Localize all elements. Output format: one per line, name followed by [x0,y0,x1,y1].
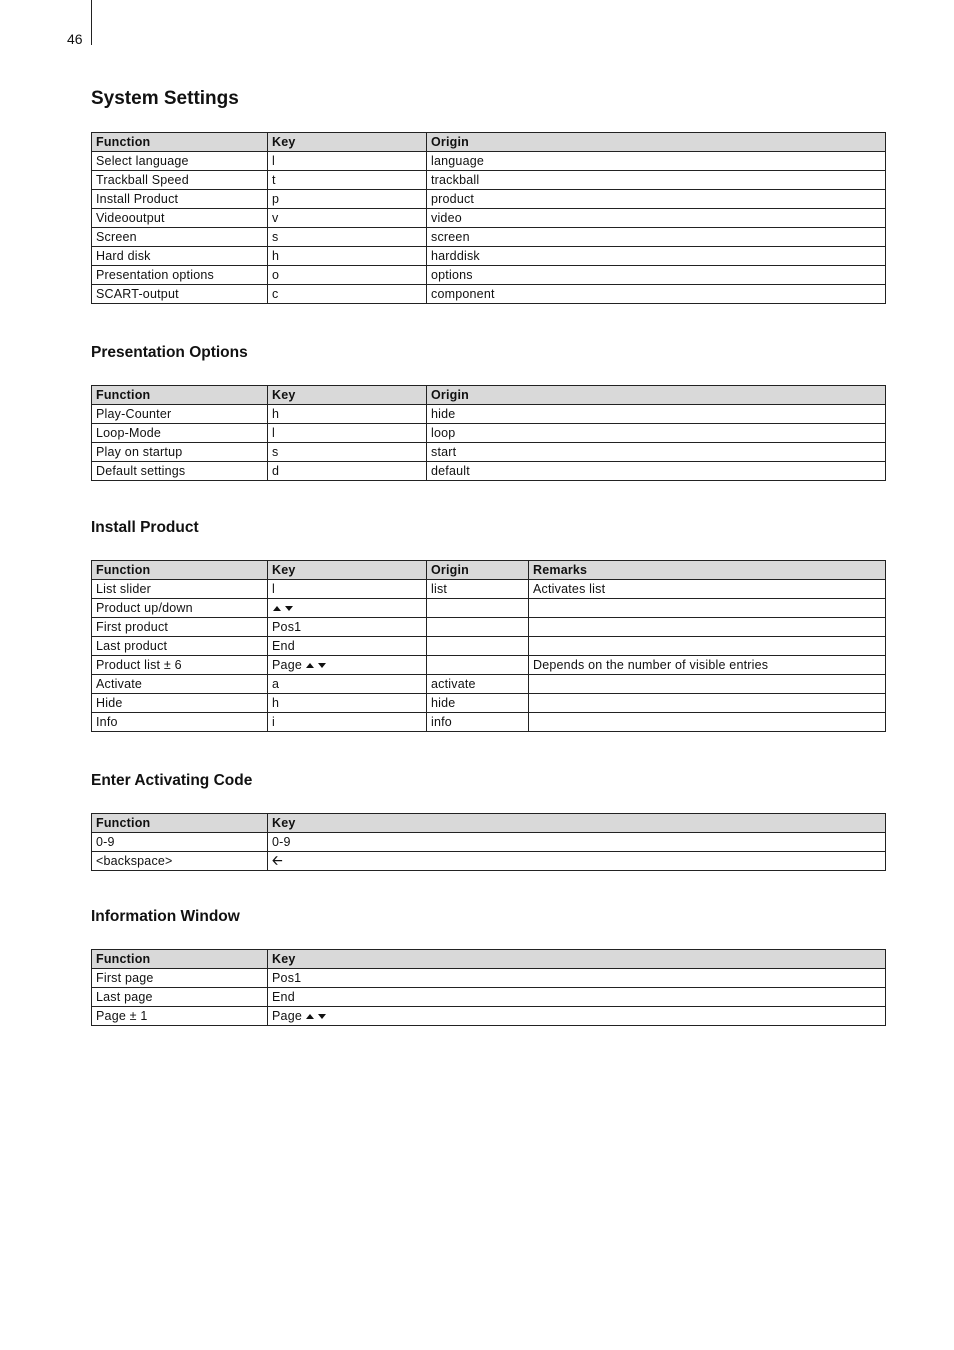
function-cell: <backspace> [92,852,268,871]
system-settings-title: System Settings [91,88,239,109]
column-header: Function [92,386,268,405]
function-cell: Screen [92,228,268,247]
origin-cell: product [427,190,886,209]
column-header: Key [268,561,427,580]
origin-cell: loop [427,424,886,443]
origin-cell: activate [427,675,529,694]
key-cell: o [268,266,427,285]
install-product-title: Install Product [91,519,199,536]
table-row [92,190,886,209]
origin-cell: hide [427,405,886,424]
function-cell: Play-Counter [92,405,268,424]
arrow-down-icon [285,606,293,611]
table-row [92,1007,886,1026]
key-cell [268,1007,886,1026]
key-cell: h [268,694,427,713]
function-cell: Product up/down [92,599,268,618]
table-header-row [92,561,886,580]
function-cell: Select language [92,152,268,171]
origin-cell: video [427,209,886,228]
function-cell: SCART-output [92,285,268,304]
function-cell: First product [92,618,268,637]
table-row [92,171,886,190]
origin-cell: list [427,580,529,599]
table-row [92,152,886,171]
origin-cell: trackball [427,171,886,190]
arrow-up-icon [306,663,314,668]
function-cell: Videooutput [92,209,268,228]
system-settings-table [91,132,886,304]
table-header-row [92,133,886,152]
install-product-table [91,560,886,732]
origin-cell [427,599,529,618]
key-cell: 0-9 [268,833,886,852]
origin-cell [427,656,529,675]
table-row [92,656,886,675]
remarks-cell [529,713,886,732]
function-cell: Last product [92,637,268,656]
key-cell: End [268,637,427,656]
function-cell: 0-9 [92,833,268,852]
table-row [92,405,886,424]
table-row [92,228,886,247]
key-cell: l [268,424,427,443]
column-header: Origin [427,386,886,405]
function-cell: Activate [92,675,268,694]
key-cell: a [268,675,427,694]
column-header: Key [268,386,427,405]
arrow-up-icon [306,1014,314,1019]
table-row [92,675,886,694]
function-cell: First page [92,969,268,988]
function-cell: Last page [92,988,268,1007]
table-row [92,266,886,285]
key-cell: Pos1 [268,969,886,988]
remarks-cell [529,637,886,656]
key-cell: s [268,228,427,247]
key-cell: i [268,713,427,732]
key-cell: c [268,285,427,304]
function-cell: Product list ± 6 [92,656,268,675]
column-header: Function [92,814,268,833]
function-cell: Hard disk [92,247,268,266]
remarks-cell: Activates list [529,580,886,599]
key-cell: p [268,190,427,209]
table-row [92,580,886,599]
column-header: Function [92,561,268,580]
key-cell: v [268,209,427,228]
table-header-row [92,386,886,405]
table-row [92,424,886,443]
function-cell: Install Product [92,190,268,209]
function-cell: Loop-Mode [92,424,268,443]
presentation-options-title: Presentation Options [91,344,248,361]
column-header: Function [92,950,268,969]
table-row [92,852,886,871]
key-label: Page [272,1009,302,1023]
arrow-down-icon [318,1014,326,1019]
function-cell: Presentation options [92,266,268,285]
table-row [92,285,886,304]
arrow-down-icon [318,663,326,668]
key-cell: d [268,462,427,481]
column-header: Remarks [529,561,886,580]
table-row [92,209,886,228]
key-cell: l [268,580,427,599]
column-header: Function [92,133,268,152]
column-header: Key [268,133,427,152]
function-cell: Play on startup [92,443,268,462]
origin-cell: options [427,266,886,285]
origin-cell: default [427,462,886,481]
table-row [92,969,886,988]
key-cell [268,656,427,675]
remarks-cell: Depends on the number of visible entries [529,656,886,675]
table-row [92,713,886,732]
information-window-table [91,949,886,1026]
function-cell: Hide [92,694,268,713]
origin-cell: language [427,152,886,171]
key-cell: End [268,988,886,1007]
table-row [92,462,886,481]
origin-cell: info [427,713,529,732]
presentation-options-table [91,385,886,481]
origin-cell [427,637,529,656]
activating-code-title: Enter Activating Code [91,772,253,789]
key-cell: l [268,152,427,171]
arrow-left-icon: 🡠 [272,853,283,868]
margin-rule [91,0,92,45]
table-row [92,637,886,656]
key-cell: h [268,247,427,266]
table-row [92,443,886,462]
table-row [92,599,886,618]
function-cell: List slider [92,580,268,599]
information-window-title: Information Window [91,908,240,925]
page-number: 46 [67,31,83,47]
table-header-row [92,950,886,969]
table-row [92,247,886,266]
column-header: Origin [427,133,886,152]
remarks-cell [529,675,886,694]
origin-cell: harddisk [427,247,886,266]
table-header-row [92,814,886,833]
key-cell: Pos1 [268,618,427,637]
table-row [92,833,886,852]
function-cell: Info [92,713,268,732]
origin-cell: hide [427,694,529,713]
origin-cell: component [427,285,886,304]
function-cell: Page ± 1 [92,1007,268,1026]
table-row [92,988,886,1007]
key-cell: h [268,405,427,424]
column-header: Origin [427,561,529,580]
table-row [92,618,886,637]
key-label: Page [272,658,302,672]
remarks-cell [529,599,886,618]
key-cell [268,599,427,618]
origin-cell: start [427,443,886,462]
origin-cell [427,618,529,637]
remarks-cell [529,618,886,637]
key-cell: t [268,171,427,190]
arrow-up-icon [273,606,281,611]
column-header: Key [268,950,886,969]
activating-code-table [91,813,886,871]
remarks-cell [529,694,886,713]
function-cell: Default settings [92,462,268,481]
column-header: Key [268,814,886,833]
function-cell: Trackball Speed [92,171,268,190]
key-cell: s [268,443,427,462]
table-row [92,694,886,713]
origin-cell: screen [427,228,886,247]
key-cell [268,852,886,871]
